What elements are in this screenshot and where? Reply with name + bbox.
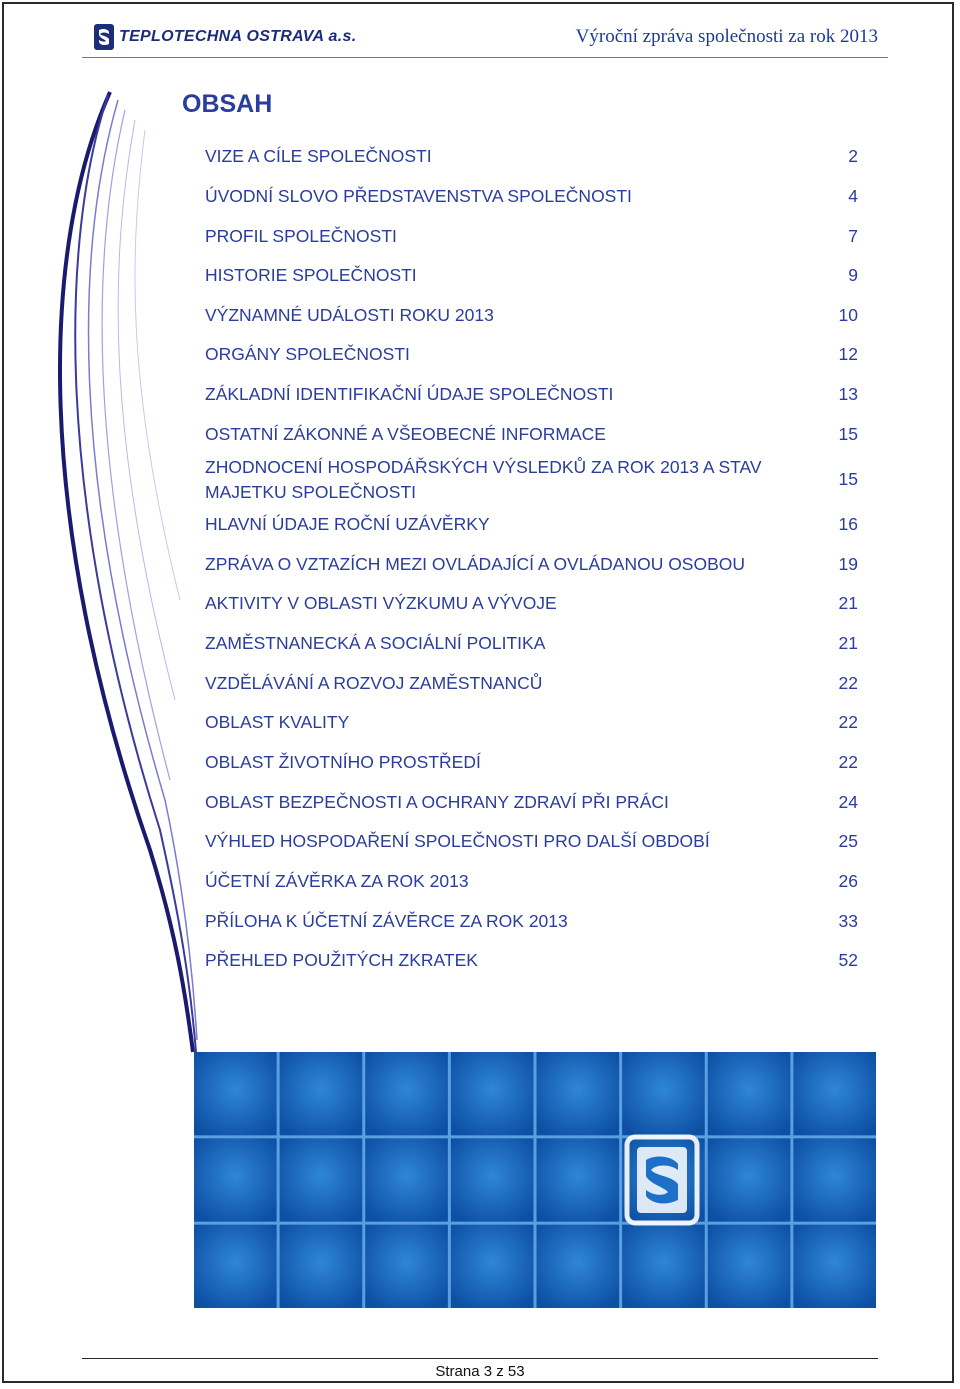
tile bbox=[280, 1138, 363, 1221]
teplotechna-logo-icon bbox=[627, 1137, 697, 1223]
report-title: Výroční zpráva společnosti za rok 2013 bbox=[575, 26, 878, 47]
tile bbox=[793, 1052, 876, 1135]
toc-entry-label: VZDĚLÁVÁNÍ A ROZVOJ ZAMĚSTNANCŮ bbox=[205, 673, 543, 693]
tile bbox=[451, 1052, 534, 1135]
toc-entry-page: 33 bbox=[838, 911, 858, 931]
tile bbox=[280, 1225, 363, 1308]
toc-entry-page: 22 bbox=[838, 752, 858, 772]
toc-entry-page: 52 bbox=[838, 950, 858, 970]
toc-entry-label: AKTIVITY V OBLASTI VÝZKUMU A VÝVOJE bbox=[205, 593, 557, 613]
tile bbox=[365, 1052, 448, 1135]
toc-entry-page: 7 bbox=[848, 226, 858, 246]
toc-entry-page: 19 bbox=[838, 554, 858, 574]
tile bbox=[194, 1225, 277, 1308]
tile bbox=[793, 1225, 876, 1308]
toc-entry-label: ZPRÁVA O VZTAZÍCH MEZI OVLÁDAJÍCÍ A OVLÁDANOU OSOBOU bbox=[205, 554, 746, 574]
tile bbox=[194, 1138, 277, 1221]
toc-entry-page: 10 bbox=[838, 305, 858, 325]
toc-entry-page: 22 bbox=[838, 673, 858, 693]
tile bbox=[537, 1225, 620, 1308]
tile bbox=[537, 1138, 620, 1221]
tile bbox=[365, 1138, 448, 1221]
toc-entry-page: 24 bbox=[838, 792, 858, 812]
toc-entry-page: 21 bbox=[838, 633, 858, 653]
toc-entry-page: 13 bbox=[838, 384, 858, 404]
blue-tile-panel bbox=[194, 1052, 876, 1308]
tile bbox=[708, 1052, 791, 1135]
tile bbox=[622, 1052, 705, 1135]
toc-entry-label: OBLAST BEZPEČNOSTI A OCHRANY ZDRAVÍ PŘI PRÁCI bbox=[205, 792, 669, 812]
toc-entry-page: 2 bbox=[848, 146, 858, 166]
toc-entry-label: ÚVODNÍ SLOVO PŘEDSTAVENSTVA SPOLEČNOSTI bbox=[205, 186, 632, 206]
toc-entry-label: ZÁKLADNÍ IDENTIFIKAČNÍ ÚDAJE SPOLEČNOSTI bbox=[205, 384, 614, 404]
toc-heading: OBSAH bbox=[182, 90, 273, 118]
toc-entry-page: 15 bbox=[838, 424, 858, 444]
toc-entry-label: OBLAST KVALITY bbox=[205, 712, 350, 732]
toc-entry-label: ÚČETNÍ ZÁVĚRKA ZA ROK 2013 bbox=[205, 871, 469, 891]
toc-entry-page: 21 bbox=[838, 593, 858, 613]
toc-entry-page: 9 bbox=[848, 265, 858, 285]
toc-entry-page: 25 bbox=[838, 831, 858, 851]
tile bbox=[451, 1225, 534, 1308]
toc-entry-page: 4 bbox=[848, 186, 858, 206]
tile bbox=[194, 1052, 277, 1135]
tile bbox=[451, 1138, 534, 1221]
toc-entry-label: HISTORIE SPOLEČNOSTI bbox=[205, 265, 417, 285]
toc-entry-label: OBLAST ŽIVOTNÍHO PROSTŘEDÍ bbox=[205, 752, 481, 772]
toc-entry-label: PŘÍLOHA K ÚČETNÍ ZÁVĚRCE ZA ROK 2013 bbox=[205, 911, 568, 931]
swirl-lines-decoration bbox=[0, 0, 210, 1389]
tile bbox=[708, 1138, 791, 1221]
tile bbox=[537, 1052, 620, 1135]
company-name: TEPLOTECHNA OSTRAVA a.s. bbox=[119, 28, 357, 45]
toc-entry-label: VIZE A CÍLE SPOLEČNOSTI bbox=[205, 146, 432, 166]
toc-entry-label: ORGÁNY SPOLEČNOSTI bbox=[205, 344, 410, 364]
toc-entry-page: 12 bbox=[838, 344, 858, 364]
toc-entry-label: ZAMĚSTNANECKÁ A SOCIÁLNÍ POLITIKA bbox=[205, 633, 546, 653]
toc-entry-page: 16 bbox=[838, 514, 858, 534]
tile bbox=[793, 1138, 876, 1221]
toc-entry-label: PŘEHLED POUŽITÝCH ZKRATEK bbox=[205, 950, 478, 970]
tile bbox=[280, 1052, 363, 1135]
toc-entry[interactable] bbox=[205, 455, 860, 505]
toc-entry-page: 26 bbox=[838, 871, 858, 891]
toc-entry-label: VÝZNAMNÉ UDÁLOSTI ROKU 2013 bbox=[205, 305, 494, 325]
toc-entry-page: 15 bbox=[838, 469, 858, 489]
toc-entry-label: PROFIL SPOLEČNOSTI bbox=[205, 226, 397, 246]
toc-entry-label: HLAVNÍ ÚDAJE ROČNÍ UZÁVĚRKY bbox=[205, 514, 490, 534]
toc-entry-label: ZHODNOCENÍ HOSPODÁŘSKÝCH VÝSLEDKŮ ZA ROK 2013 A STAV MAJETKU SPOLEČNOSTI bbox=[205, 457, 762, 502]
tile bbox=[365, 1225, 448, 1308]
tile bbox=[708, 1225, 791, 1308]
tile bbox=[622, 1225, 705, 1308]
toc-entry-label: OSTATNÍ ZÁKONNÉ A VŠEOBECNÉ INFORMACE bbox=[205, 424, 606, 444]
footer-divider bbox=[82, 1358, 878, 1359]
toc-entry-page: 22 bbox=[838, 712, 858, 732]
page-indicator: Strana 3 z 53 bbox=[435, 1363, 525, 1380]
toc-entry-label: VÝHLED HOSPODAŘENÍ SPOLEČNOSTI PRO DALŠÍ OBDOBÍ bbox=[205, 831, 710, 851]
